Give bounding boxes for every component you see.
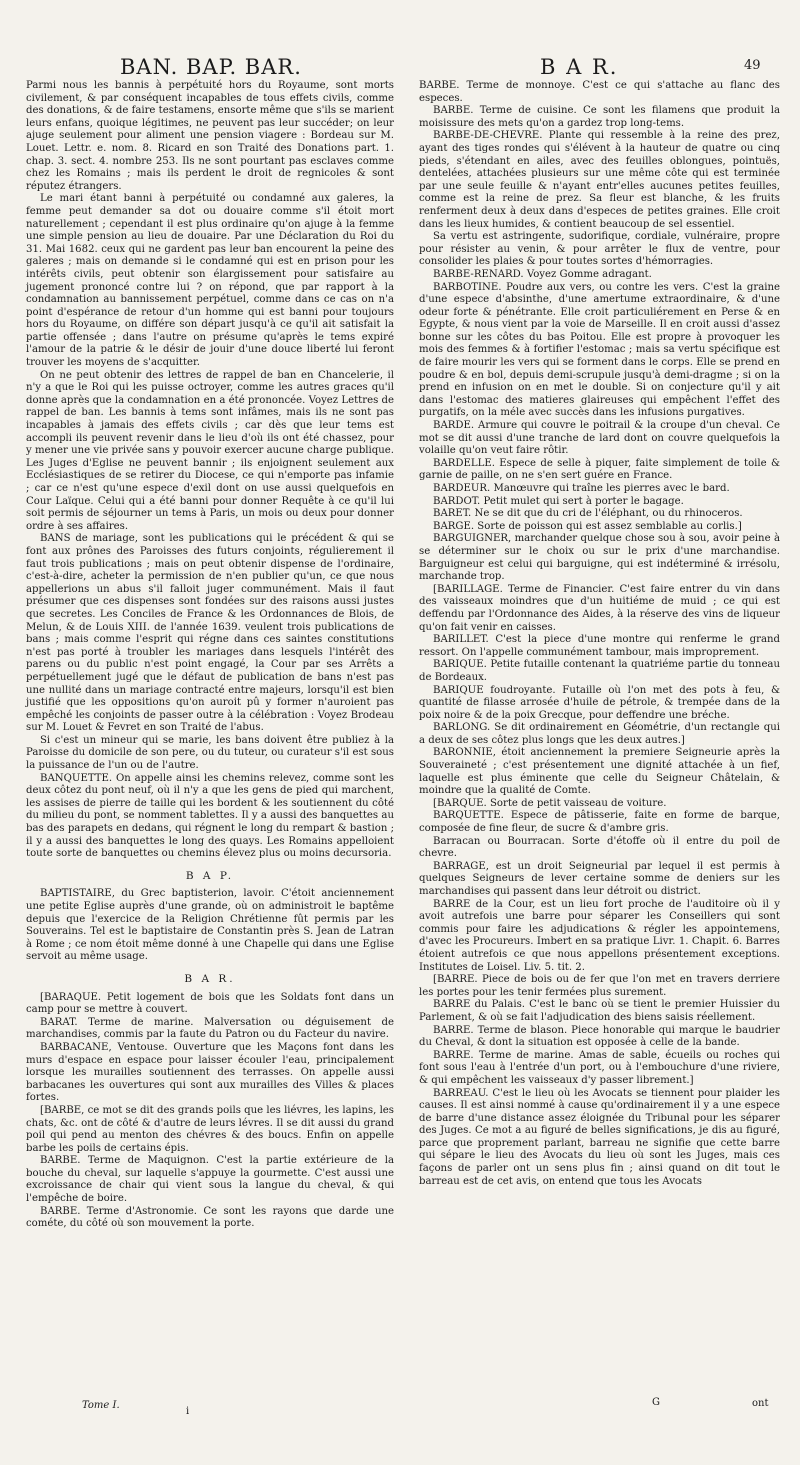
entry-barillage: [BARILLAGE. Terme de Financier. C'est faire entrer du vin dans des vaisseaux moindres que d'un huitiéme de muid ; ce qui est deffendu par l'Ordonnance des Aides, à la réserve des vins de liqueur qu'on fait venir en caisses.: [419, 583, 780, 633]
entry-barracan: Barracan ou Bourracan. Sorte d'étoffe où il entre du poil de chevre.: [419, 835, 780, 860]
entry-barde: BARDE. Armure qui couvre le poitrail & la croupe d'un cheval. Ce mot se dit aussi d'une tranche de lard dont on couvre quelquefois la volaille qu'on veut faire rôtir.: [419, 420, 780, 457]
footer-mark: i: [186, 1406, 190, 1417]
right-column: [419, 80, 780, 1188]
entry-barique-foudroyante: BARIQUE foudroyante. Futaille où l'on met des pots à feu, & quantité de filasse arrosée d'huile de pétrole, & trempée dans de la poix noire & de la poix Grecque, pour deffendre une bréche.: [419, 684, 780, 721]
entry-barique: BARIQUE. Petite futaille contenant la quatriéme partie du tonneau de Bordeaux.: [419, 659, 780, 683]
entry-barbe-maquignon: BARBE. Terme de Maquignon. C'est la partie extérieure de la bouche du cheval, sur laquelle s'appuye la gourmette. C'est aussi une excroissance de chair qui vient sous la langue du cheval, & qui l'empêche de boire.: [26, 1155, 394, 1205]
left-column: [26, 80, 394, 1231]
entry-barre-piece: [BARRE. Piece de bois ou de fer que l'on met en travers derriere les portes pour les tenir fermées plus surement.: [419, 974, 780, 998]
entry-barat: BARAT. Terme de marine. Malversation ou déguisement de marchandises, commis par la faute du Patron ou du Facteur du navire.: [26, 1016, 394, 1041]
entry-barbe-monnoye: BARBE. Terme de monnoye. C'est ce qui s'attache au flanc des especes.: [419, 80, 780, 104]
entry-barreau: BARREAU. C'est le lieu où les Avocats se tiennent pour plaider les causes. Il est ainsi nommé à cause qu'ordinairement il y a une espece de barre d'une distance assez éloignée du Tribunal pour les séparer des Juges. Ce mot a au figuré de belles significations, je dis au figuré, parce que proprement parlant, barreau ne signifie que cette barre qui sépare le lieu des Avocats du lieu où sont les Juges, mais ces façons de parler ont un sens plus fin ; ainsi quand on dit tout le barreau est de cet avis, on entend que tous les Avocats: [419, 1087, 780, 1187]
entry-baret: BARET. Ne se dit que du cri de l'éléphant, ou du rhinoceros.: [433, 508, 743, 520]
entry-barque: [BARQUE. Sorte de petit vaisseau de voiture.: [433, 797, 667, 809]
page-number: 49: [744, 58, 761, 73]
catchword: ont: [752, 1398, 769, 1409]
entry-barre-marine: BARRE. Terme de marine. Amas de sable, écueils ou roches qui font sous l'eau à l'entrée d'un port, ou à l'embouchure d'une riviere, & qui empêchent les vaisseaux d'y passer librement.]: [419, 1049, 780, 1086]
entry-bans: BANS de mariage, sont les publications qui le précédent & qui se font aux prônes des Paroisses des futurs conjoints, régulierement il faut trois publications ; mais on peut obtenir dispense de l'ordinaire, c'est-à-dire, acheter la permission de n'en publier qu'un, ce que nous appellerions un abus s'il falloit juger communément. Mais il faut présumer que ces dispenses sont fondées sur des raisons aussi justes que secretes. Les Conciles de France & les Ordonnances de Blois, de Melun, & de Louis XIII. de l'année 1639. veulent trois publications de bans ; mais comme l'esprit qui régne dans ces saintes constitutions n'est pas porté à troubler les mariages dans lesquels l'intérêt des parens ou du public n'est point engagé, la Cour par ses Arrêts a perpétuellement jugé que le défaut de publication de bans n'est pas une nullité dans un mariage contracté entre majeurs, lorsqu'il est bien justifié que les oppositions qu'on auroit pû y former n'auroient pas empêché les conjoints de passer outre à la célébration : Voyez Brodeau sur M. Louet & Fevret en son Traité de l'abus.: [26, 533, 394, 734]
entry-baptistaire: BAPTISTAIRE, du Grec baptisterion, lavoir. C'étoit anciennement une petite Eglise auprès d'une grande, où on administroit le baptême depuis que l'exercice de la Religion Chrétienne fût permis par les Souverains. Tel est le baptistaire de Constantin près S. Jean de Latran à Rome ; ce nom étoit même donné à une Chapelle qui dans une Eglise servoit au même usage.: [26, 888, 394, 963]
entry-bardeur: BARDEUR. Manœuvre qui traîne les pierres avec le bard.: [433, 483, 730, 494]
entry-barbe-cuisine: BARBE. Terme de cuisine. Ce sont les filamens que produit la moisissure des mets qu'on a gardez trop long-tems.: [419, 105, 780, 129]
entry-baronnie: BARONNIE, étoit anciennement la premiere Seigneurie après la Souveraineté ; c'est présentement une dignité attachée à un fief, laquelle est plus éminente que celle du Seigneur Châtelain, & moindre que la qualité de Comte.: [419, 747, 780, 797]
entry-ban-continued: On ne peut obtenir des lettres de rappel de ban en Chancelerie, il n'y a que le Roi qui les puisse octroyer, comme les autres graces qu'il donne après que la condamnation en a été prononcée. Voyez Lettres de rappel de ban. Les bannis à tems sont infâmes, mais ils ne sont pas incapables à jamais des effets civils ; car dès que leur tems est accompli ils peuvent revenir dans le lieu d'où ils ont été chassez, pour y mener une vie privée sans y pouvoir exercer aucune charge publique. Les Juges d'Eglise ne peuvent bannir ; ils enjoignent seulement aux Ecclésiastiques de se retirer du Diocese, ce qui n'emporte pas infamie ; car ce n'est qu'une espece d'exil dont on use aussi quelquefois en Cour Laïque. Celui qui a été banni pour donner Requête à ce qu'il lui soit permis de séjourner un tems à Paris, un mois ou deux pour donner ordre à ses affaires.: [26, 369, 394, 532]
running-head-right: B A R.: [540, 55, 619, 79]
entry-barbe: [BARBE, ce mot se dit des grands poils que les liévres, les lapins, les chats, &c. ont de côté & d'autre de leurs lévres. Il se dit aussi du grand poil qui pend au menton des chévres & des boucs. Enfin on appelle barbe les poils de certains épis.: [26, 1104, 394, 1154]
entry-barbotine: BARBOTINE. Poudre aux vers, ou contre les vers. C'est la graine d'une espece d'absinthe, d'une amertume extraordinaire, & d'une odeur forte & pénétrante. Elle croit particuliérement en Perse & en Egypte, & nous vient par la voie de Marseille. Il en croit aussi d'assez bonne sur les côtes du bas Poitou. Elle est propre à provoquer les mois des femmes & à fortifier l'estomac ; mais sa vertu spécifique est de faire mourir les vers qui se forment dans le corps. Elle se prend en poudre & en bol, depuis demi-scrupule jusqu'à demi-dragme ; si on la prend en infusion on en met le double. Si on conjecture qu'il y ait dans l'estomac des matieres glaireuses qui empêchent l'effet des purgatifs, on la méle avec succès dans les infusions purgatives.: [419, 281, 780, 419]
entry-barge: BARGE. Sorte de poisson qui est assez semblable au corlis.]: [433, 520, 742, 532]
entry-barbe-renard: BARBE-RENARD. Voyez Gomme adragant.: [433, 268, 652, 280]
entry-barbe-de-chevre: BARBE-DE-CHEVRE. Plante qui ressemble à la reine des prez, ayant des tiges rondes qui s'élévent à la hauteur de quatre ou cinq pieds, s'étendant en ailes, avec des feuilles oblongues, pointuës, dentelées, attachées plusieurs sur une même côte qui est terminée par une seule feuille & n'ayant entr'elles aucunes petites feuilles, comme est la reine de prez. Sa fleur est blanche, & les fruits renferment deux à deux dans d'especes de petites graines. Elle croit dans les lieux humides, & contient beaucoup de sel essentiel.: [419, 130, 780, 230]
volume-note: Tome I.: [82, 1400, 120, 1411]
entry-barquette: BARQUETTE. Espece de pâtisserie, faite en forme de barque, composée de fine fleur, de sucre & d'ambre gris.: [419, 810, 780, 835]
running-head-left: BAN. BAP. BAR.: [120, 55, 302, 79]
entry-barre-palais: BARRE du Palais. C'est le banc où se tient le premier Huissier du Parlement, & où se fait l'adjudication des biens saisis réellement.: [419, 999, 780, 1023]
entry-baraque: [BARAQUE. Petit logement de bois que les Soldats font dans un camp pour se mettre à couvert.: [26, 991, 394, 1016]
entry-barlong: BARLONG. Se dit ordinairement en Géométrie, d'un rectangle qui a deux de ses côtez plus longs que les deux autres.]: [419, 722, 780, 746]
entry-ban-continued: Le mari étant banni à perpétuité ou condamné aux galeres, la femme peut demander sa dot ou douaire comme s'il étoit mort naturellement ; cependant il est plus ordinaire qu'on ajuge à la femme une simple pension au lieu de douaire. Par une Déclaration du Roi du 31. Mai 1682. ceux qui ne gardent pas leur ban encourent la peine des galeres ; mais on demande si le condamné qui est en prison pour les intérêts civils, peut obtenir son élargissement pour satisfaire au jugement prononcé contre lui ? on répond, que par rapport à la condamnation au bannissement perpétuel, comme dans ce cas on n'a point d'espérance de retour d'un homme qui est banni pour toujours hors du Royaume, on différe son départ jusqu'à ce qu'il ait satisfait la partie offensée ; dans l'autre on présume qu'après le tems expiré l'amour de la patrie & le désir de jouir d'une douce liberté lui feront trouver les moyens de s'acquitter.: [26, 193, 394, 369]
entry-banquette: BANQUETTE. On appelle ainsi les chemins relevez, comme sont les deux côtez du pont neuf, où il n'y a que les gens de pied qui marchent, les assises de pierre de taille qui les bordent & les soutiennent du côté du milieu du pont, se nomment tablettes. Il y a aussi des banquettes au bas des parapets en dedans, qui régnent le long du rempart & bastion ; il y a aussi des banquettes le long des quays. Les Romains appelloient toute sorte de banquettes ou chemins élevez plus ou moins decursoria.: [26, 772, 394, 860]
signature-mark: G: [652, 1397, 660, 1408]
section-heading-bar: B A R.: [184, 972, 236, 985]
entry-barillet: BARILLET. C'est la piece d'une montre qui renferme le grand ressort. On l'appelle communément tambour, mais improprement.: [419, 634, 780, 658]
section-heading-bap: B A P.: [185, 869, 235, 882]
entry-barguigner: BARGUIGNER, marchander quelque chose sou à sou, avoir peine à se déterminer sur le choix ou sur le prix d'une marchandise. Barguigneur est celui qui barguigne, qui est indéterminé & irrésolu, marchande trop.: [419, 533, 780, 583]
entry-bans-2: Si c'est un mineur qui se marie, les bans doivent être publiez à la Paroisse du domicile de son pere, ou du tuteur, ou curateur s'il est sous la puissance de l'un ou de l'autre.: [26, 734, 394, 772]
entry-barre-blason: BARRE. Terme de blason. Piece honorable qui marque le baudrier du Cheval, & dont la situation est opposée à celle de la bande.: [419, 1024, 780, 1049]
entry-barre-cour: BARRE de la Cour, est un lieu fort proche de l'auditoire où il y avoit autrefois une barre pour séparer les Conseillers qui sont commis pour faire les adjudications & régler les appointemens, d'avec les Procureurs. Imbert en sa pratique Livr. 1. Chapit. 6. Barres étoient autrefois ce que nous appellons présentement exceptions. Institutes de Loisel. Liv. 5. tit. 2.: [419, 898, 780, 973]
entry-ban-continued: Parmi nous les bannis à perpétuité hors du Royaume, sont morts civilement, & par conséquent incapables de tous effets civils, comme des donations, & de faire testamens, ensorte même que s'ils se marient leurs enfans, quoique légitimes, ne peuvent pas leur succéder; on leur ajuge seulement pour aliment une pension viagere : Bordeau sur M. Louet. Lettr. e. nom. 8. Ricard en son Traité des Donations part. 1. chap. 3. sect. 4. nombre 253. Ils ne sont pourtant pas esclaves comme chez les Romains ; mais ils perdent le droit de regnicoles & sont réputez étrangers.: [26, 80, 394, 192]
entry-barbe-astronomie: BARBE. Terme d'Astronomie. Ce sont les rayons que darde une cométe, du côté où son mouvement la porte.: [26, 1205, 394, 1230]
entry-barbacane: BARBACANE, Ventouse. Ouverture que les Maçons font dans les murs d'espace en espace pour laisser écouler l'eau, principalement lorsque les murailles soutiennent des terrasses. On appelle aussi barbacanes les ouvertures qui sont aux murailles des Villes & places fortes.: [26, 1041, 394, 1104]
entry-barrage: BARRAGE, est un droit Seigneurial par lequel il est permis à quelques Seigneurs de lever certaine somme de deniers sur les marchandises qui passent dans leur détroit ou district.: [419, 860, 780, 897]
entry-bardelle: BARDELLE. Espece de selle à piquer, faite simplement de toile & garnie de paille, on ne s'en sert guére en France.: [419, 457, 780, 482]
entry-barbe-de-chevre-2: Sa vertu est astringente, sudorifique, cordiale, vulnéraire, propre pour résister au venin, & pour arrêter le flux de ventre, pour consolider les plaies & pour toutes sortes d'hémorragies.: [419, 231, 780, 268]
entry-bardot: BARDOT. Petit mulet qui sert à porter le bagage.: [433, 495, 684, 507]
